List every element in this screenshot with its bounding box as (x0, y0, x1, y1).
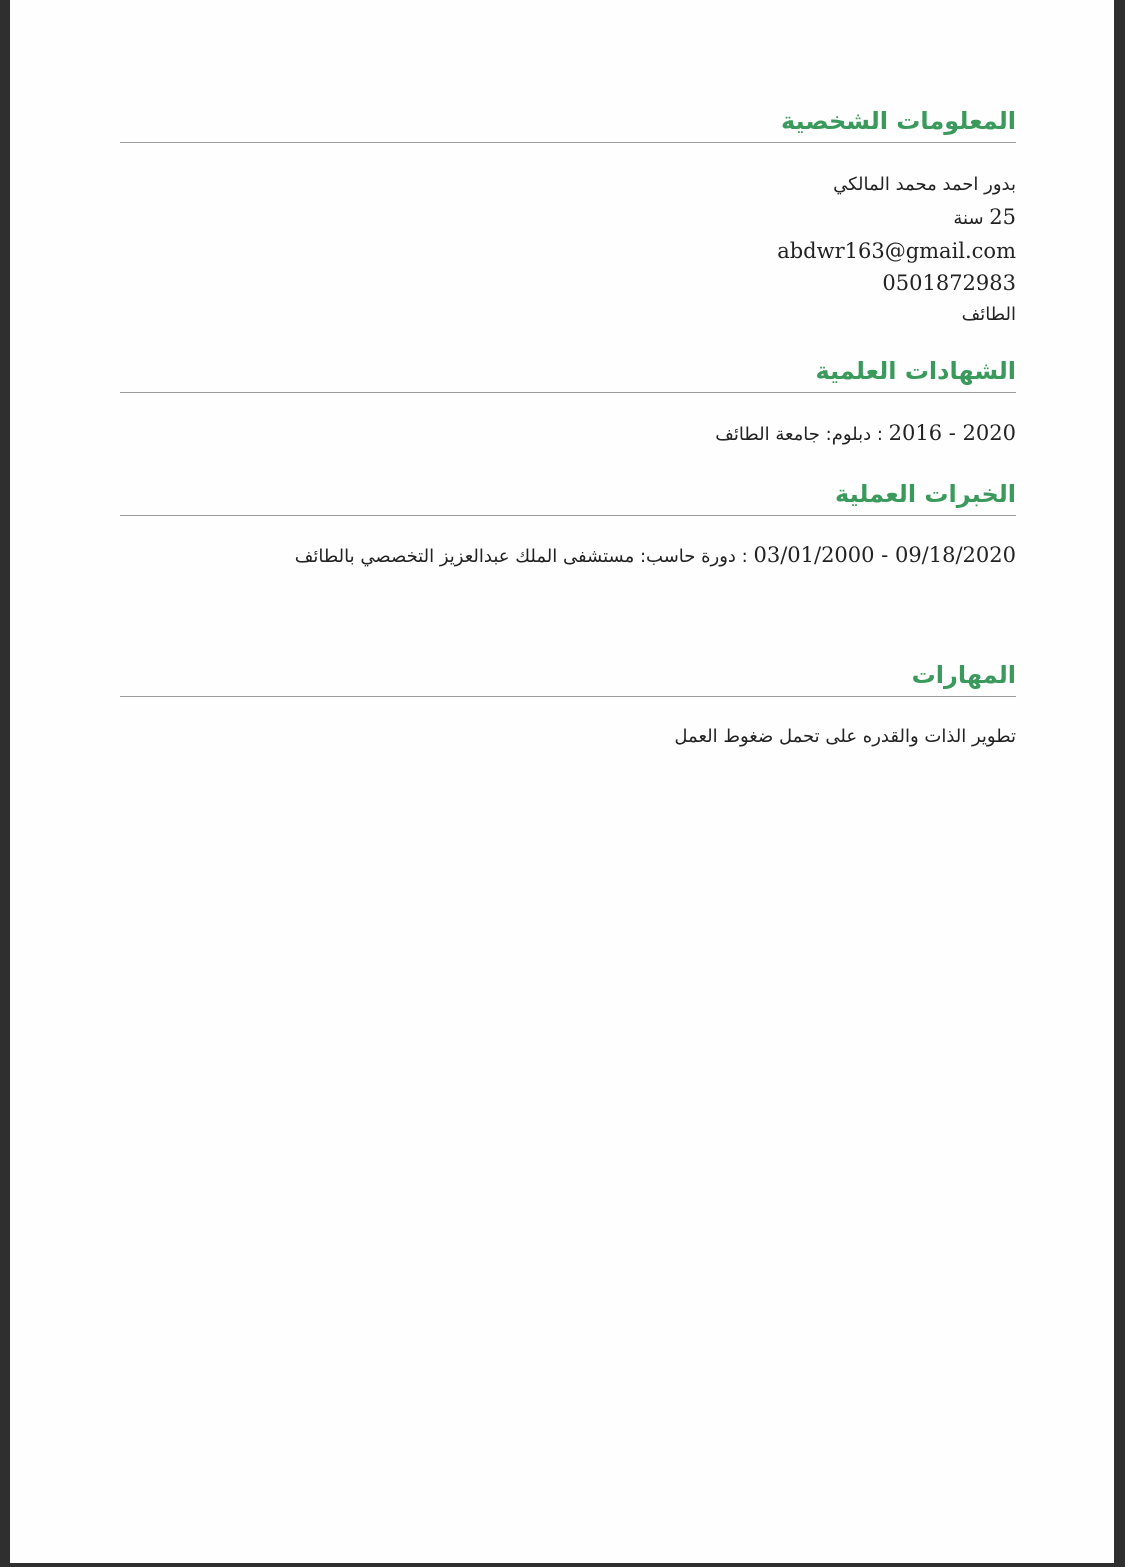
experience-item (120, 540, 1016, 572)
email-address: abdwr163@gmail.com (777, 239, 1016, 263)
full-name: بدور احمد محمد المالكي (833, 174, 1016, 195)
resume-page (10, 0, 1114, 1563)
certificates-section (120, 356, 1016, 451)
experience-text: دورة حاسب: مستشفى الملك عبدالعزيز التخصصي بالطائف (294, 546, 736, 567)
phone-number: 0501872983 (882, 271, 1016, 295)
certificate-item (120, 417, 1016, 451)
skills-heading: المهارات (120, 660, 1016, 697)
city: الطائف (961, 304, 1016, 325)
age-number: 25 (989, 205, 1016, 229)
certificate-separator: : (871, 424, 889, 445)
skills-section (120, 660, 1016, 753)
experience-section (120, 479, 1016, 572)
personal-info-section (120, 106, 1016, 331)
certificate-text: دبلوم: جامعة الطائف (715, 424, 872, 445)
age (120, 201, 1016, 235)
certificate-years: 2016 - 2020 (888, 421, 1016, 445)
age-unit: سنة (953, 208, 984, 229)
experience-separator: : (735, 546, 754, 567)
experience-heading: الخبرات العملية (120, 479, 1016, 516)
experience-dates: 03/01/2000 - 09/18/2020 (753, 543, 1016, 567)
personal-info-heading: المعلومات الشخصية (120, 106, 1016, 143)
certificates-heading: الشهادات العلمية (120, 356, 1016, 393)
skill-item: تطوير الذات والقدره على تحمل ضغوط العمل (674, 726, 1016, 747)
